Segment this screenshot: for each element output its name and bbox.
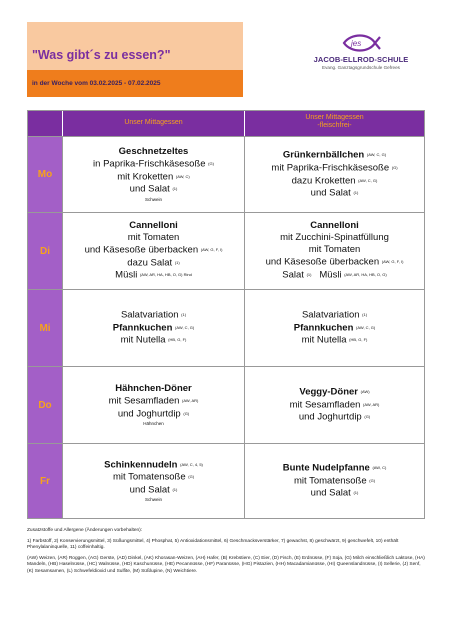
allergen-code: (G): [364, 414, 371, 420]
svg-text:jes: jes: [351, 39, 362, 48]
meal-text: Grünkernbällchen: [282, 149, 365, 161]
week-range: in der Woche vom 03.02.2025 - 07.02.2025: [27, 70, 243, 97]
table-row: [28, 289, 424, 366]
allergen-code: (AW, C, G): [356, 324, 376, 330]
meal-text: Veggy-Döner: [299, 386, 358, 398]
meal-line: [115, 383, 192, 395]
meal-text: und Salat: [310, 487, 351, 499]
table-row: [28, 212, 424, 289]
meal-text: und Joghurtdip: [298, 411, 362, 423]
page-title: "Was gibt´s zu essen?": [27, 22, 243, 70]
meal-text: mit Zucchini-Spinatfüllung: [280, 232, 389, 244]
meat-note: Schwein: [144, 497, 162, 503]
meal-text: Cannelloni: [129, 220, 178, 232]
allergen-code: (AW, C, G): [358, 177, 378, 183]
meal-line: [266, 256, 404, 269]
meal-line: [109, 395, 199, 408]
meal-line: [119, 146, 189, 158]
logo-subtitle: Evang. Ganztagsgrundschule Gefrees: [322, 65, 400, 70]
meal-line: [311, 487, 359, 500]
allergen-code: (AW, AR, HA, HB, O, G): [344, 272, 387, 277]
allergen-code: (AW, C): [372, 465, 387, 471]
meal-text: und Salat: [129, 484, 170, 496]
allergen-code: (AW, C): [175, 173, 190, 179]
allergen-code: (1): [172, 486, 178, 492]
meal-line: [283, 149, 386, 162]
meal-line: [294, 322, 375, 335]
meal-cell-regular: [62, 290, 244, 366]
meal-text: Pfannkuchen: [293, 322, 354, 334]
allergen-code: (AW, G, F, I): [381, 259, 404, 265]
meal-line: [311, 187, 359, 200]
allergens-list: (AW) Weizen, (AR) Roggen, (AG) Gerste, (AD) Dinkel, (AK) Khorasan-Weizen, (AH) Hafer, (B) Krebstiere, (C) Eier, (D) Fisch, (E) Erdnüsse, (F) Soja, (G) Milch einschließlich Laktose, (HA) Mandeln, (HB) Haselnüsse, (HC) Walnüsse, (HD) Kaschunüsse, (HE) Pecannüsse, (HF) Paranüsse, (HG) Pistazien, (HH) Macadamianüsse, (HI) Queenslandnüsse, (I) Sellerie, (J) Senf, (K) Sesamsamen, (L) Schwefeldioxid und Sulfite, (M) Süßlupine, (N) Weichtiere.: [27, 555, 425, 574]
meal-line: [85, 244, 223, 257]
school-logo: [291, 32, 431, 70]
meal-line: [302, 309, 367, 322]
meal-text: Pfannkuchen: [112, 322, 173, 334]
meal-line: [290, 399, 380, 412]
footer-intro: Zusatzstoffe und Allergene (Änderungen vorbehalten):: [27, 528, 143, 533]
logo-name: JACOB-ELLROD-SCHULE: [313, 55, 409, 64]
meal-cell-regular: [62, 367, 244, 443]
allergen-code: (AW, G, F, I): [200, 247, 223, 253]
column-header-vegetarian: [244, 111, 424, 136]
meal-text: dazu Kroketten: [291, 175, 356, 187]
column-header-regular: Unser Mittagessen: [62, 111, 244, 136]
meal-text: mit Tomatensoße: [293, 475, 367, 487]
allergen-code: (AW): [360, 389, 370, 395]
meal-text: dazu Salat: [127, 257, 173, 269]
meal-text: Müsli: [115, 269, 138, 281]
meal-cell-regular: [62, 444, 244, 518]
day-label: Mo: [28, 137, 62, 212]
meal-line: [302, 334, 368, 347]
meal-line: [310, 220, 359, 232]
meal-line: [115, 269, 192, 282]
meal-cell-regular: [62, 137, 244, 212]
allergen-code: (G): [208, 161, 214, 167]
meal-text: und Salat: [310, 187, 351, 199]
meal-text: mit Sesamfladen: [289, 399, 361, 411]
meal-text: mit Nutella: [120, 334, 166, 346]
meal-line: [113, 471, 194, 484]
meal-text: Salatvariation: [301, 309, 360, 321]
meal-text: Cannelloni: [310, 220, 359, 232]
meal-text: Salat: [282, 269, 304, 281]
meal-text: Müsli: [319, 269, 342, 281]
day-label: Do: [28, 367, 62, 443]
allergen-code: (G): [188, 474, 195, 480]
allergen-code: (1): [353, 190, 359, 196]
meal-text: Schinkennudeln: [104, 459, 178, 471]
allergen-code: (G): [391, 164, 398, 170]
allergen-code: (HB, G, F): [168, 337, 187, 343]
day-label: Mi: [28, 290, 62, 366]
header-box: [27, 22, 243, 97]
meat-note: Hähnchen: [143, 421, 164, 427]
meal-line: [93, 158, 214, 171]
fish-logo-icon: [341, 32, 381, 54]
meal-cell-vegetarian: [244, 213, 424, 289]
meal-line: [118, 408, 189, 421]
meal-line: [283, 462, 387, 475]
allergen-code: (HB, G, F): [349, 337, 368, 343]
meal-text: und Käsesoße überbacken: [265, 257, 380, 268]
allergen-code: (1): [353, 490, 359, 496]
meal-line: [127, 257, 179, 270]
allergen-footer: [27, 528, 427, 580]
meal-line: [129, 220, 178, 232]
meal-line: [128, 232, 180, 244]
allergen-code: (AW, AR): [182, 397, 199, 403]
allergen-code: (AW, AR): [363, 401, 380, 407]
meal-text: Hähnchen-Döner: [115, 382, 192, 394]
meal-line: [117, 171, 189, 184]
meat-note: Schwein: [144, 196, 162, 202]
table-row: [28, 443, 424, 518]
additives-list: 1) Farbstoff, 2) Konservierungsmittel, 3) Süßungsmittel, 4) Phosphat, 5) Antioxidationsmittel, 6) Geschmacksverstärker, 7) gewachst, 8) geschwärzt, 9) geschwefelt, 10) enthält Phenylalaninquelle, 11) coffeinhaltig.: [27, 538, 399, 551]
meal-cell-regular: [62, 213, 244, 289]
meal-text: und Joghurtdip: [117, 408, 181, 420]
meal-text: und Käsesoße überbacken: [84, 244, 199, 256]
meal-line: [130, 183, 178, 196]
meal-text: in Paprika-Frischkäsesoße: [93, 158, 206, 170]
meal-text: mit Tomatensoße: [112, 471, 186, 483]
day-header-cell: [28, 111, 62, 136]
table-header: [28, 111, 424, 136]
meal-text: Bunte Nudelpfanne: [282, 462, 370, 474]
meal-line: [121, 334, 187, 347]
meal-line: [292, 175, 378, 188]
meal-cell-vegetarian: [244, 290, 424, 366]
allergen-code: (1): [306, 272, 312, 277]
menu-table: [27, 110, 425, 519]
column-header-vegetarian-line2: -fleischfrei-: [317, 122, 352, 129]
meal-line: [299, 386, 369, 399]
meal-line: [121, 309, 186, 322]
allergen-code: (1): [172, 186, 178, 192]
allergen-code: (1): [362, 312, 368, 318]
meal-cell-vegetarian: [244, 137, 424, 212]
meal-text: mit Kroketten: [117, 171, 174, 183]
meal-cell-vegetarian: [244, 367, 424, 443]
allergen-code: (AW, AR, HA, HB, O, G) Rind: [139, 272, 192, 278]
meal-line: [299, 411, 370, 424]
table-row: [28, 136, 424, 212]
column-header-vegetarian-line1: Unser Mittagessen: [305, 114, 364, 121]
day-label: Fr: [28, 444, 62, 518]
allergen-code: (G): [369, 477, 376, 483]
allergen-code: (1): [174, 259, 180, 265]
allergen-code: (AW, C, 4, 5): [180, 461, 203, 467]
meal-text: mit Tomaten: [308, 244, 361, 256]
allergen-code: (1): [181, 312, 187, 318]
meal-line: [113, 322, 194, 335]
meal-line: [271, 162, 397, 175]
meal-text: mit Nutella: [301, 334, 347, 346]
meal-line: [104, 459, 203, 472]
table-row: [28, 366, 424, 443]
allergen-code: (AW, C, G): [175, 324, 195, 330]
meal-text: Salatvariation: [120, 309, 179, 321]
meal-text: Geschnetzeltes: [118, 146, 189, 158]
meal-line: [309, 244, 361, 256]
meal-line: [282, 269, 386, 282]
meal-text: und Salat: [129, 183, 170, 195]
day-label: Di: [28, 213, 62, 289]
meal-text: mit Paprika-Frischkäsesoße: [271, 162, 390, 174]
meal-line: [130, 484, 178, 497]
meal-cell-vegetarian: [244, 444, 424, 518]
allergen-code: (AW, C, G): [366, 152, 387, 158]
meal-line: [294, 475, 375, 488]
allergen-code: (G): [183, 410, 190, 416]
meal-text: mit Tomaten: [127, 232, 180, 244]
meal-line: [280, 232, 389, 244]
meal-text: mit Sesamfladen: [108, 395, 180, 407]
